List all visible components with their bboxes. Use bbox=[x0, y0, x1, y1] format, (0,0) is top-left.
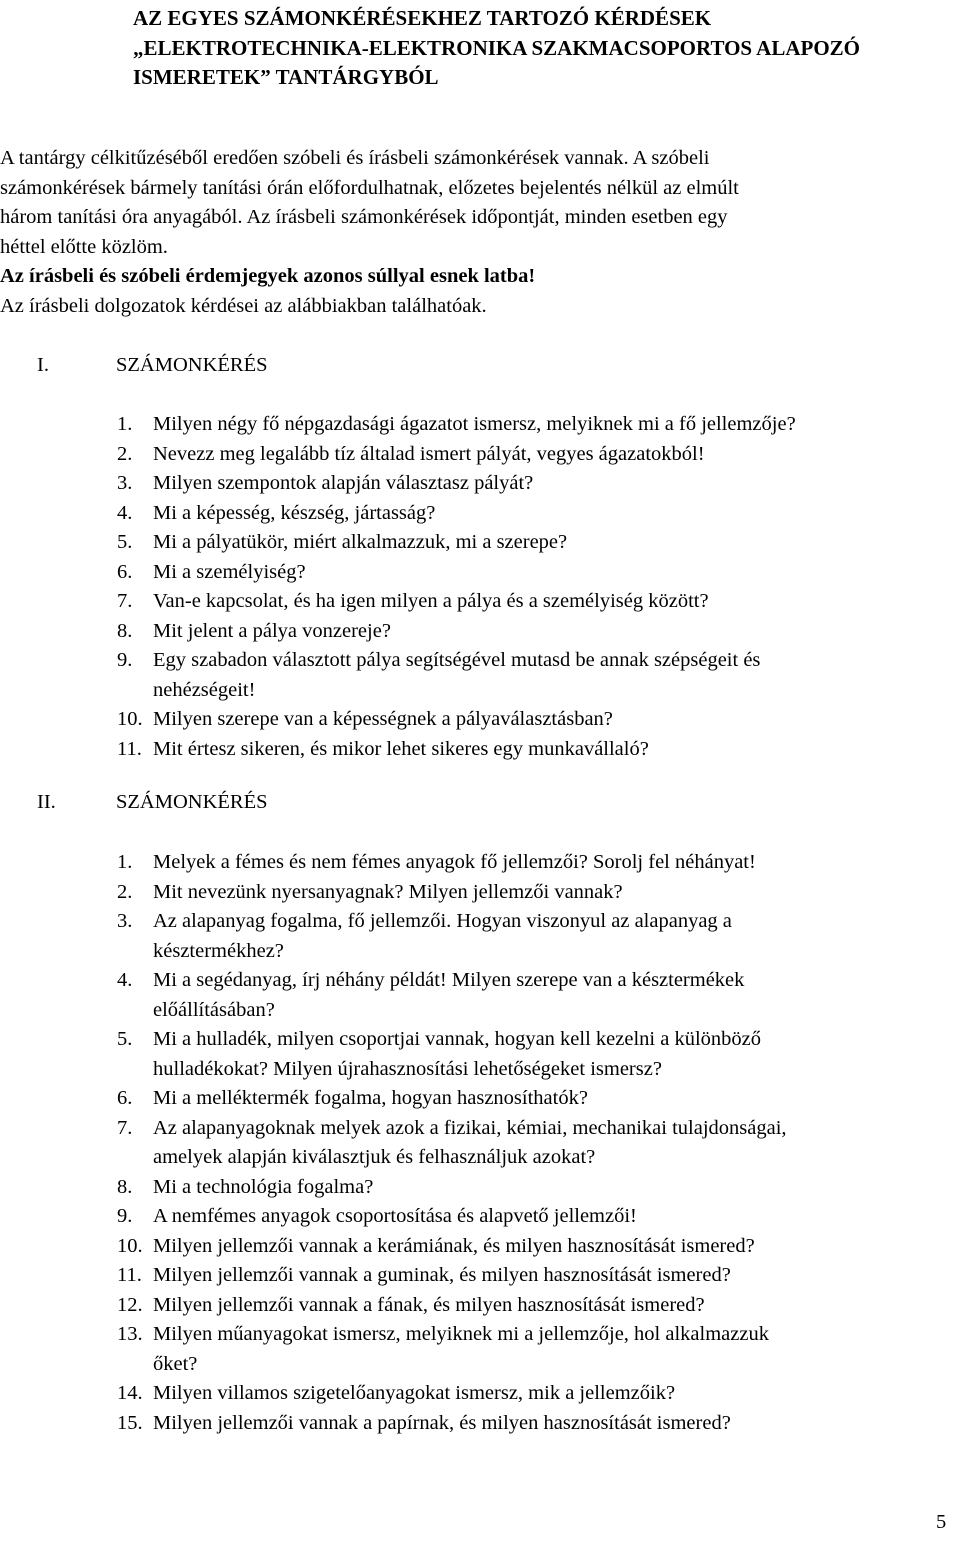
question-number: 5. bbox=[117, 1028, 133, 1050]
question-text: Az alapanyag fogalma, fő jellemzői. Hogyan viszonyul az alapanyag a bbox=[153, 910, 732, 932]
question-text: Mit nevezünk nyersanyagnak? Milyen jellemzői vannak? bbox=[153, 880, 623, 903]
question-text: előállításában? bbox=[153, 998, 275, 1021]
question-text: Mi a hulladék, milyen csoportjai vannak, hogyan kell kezelni a különböző bbox=[153, 1028, 762, 1050]
section-2-question-list bbox=[117, 848, 952, 1438]
document-title bbox=[133, 4, 923, 93]
question-text: Milyen villamos szigetelőanyagokat ismersz, mik a jellemzőik? bbox=[153, 1382, 676, 1404]
intro-line: három tanítási óra anyagából. Az írásbeli számonkérések időpontját, minden esetben egy bbox=[0, 206, 728, 228]
intro-line: Az írásbeli dolgozatok kérdései az alábbiakban találhatóak. bbox=[0, 294, 487, 317]
question-item bbox=[117, 410, 952, 440]
question-text: Mi a pályatükör, miért alkalmazzuk, mi a szerepe? bbox=[153, 531, 568, 553]
question-text: őket? bbox=[153, 1352, 198, 1375]
question-text: késztermékhez? bbox=[153, 939, 284, 962]
question-number: 5. bbox=[117, 531, 133, 553]
question-number: 1. bbox=[117, 413, 133, 435]
question-text: Milyen műanyagokat ismersz, melyiknek mi a jellemzője, hol alkalmazzuk bbox=[153, 1323, 769, 1345]
question-text: hulladékokat? Milyen újrahasznosítási lehetőségeket ismersz? bbox=[153, 1057, 662, 1080]
question-number: 3. bbox=[117, 472, 133, 494]
question-item bbox=[117, 1114, 952, 1173]
question-number: 2. bbox=[117, 442, 133, 465]
title-line-2: „ELEKTROTECHNIKA-ELEKTRONIKA SZAKMACSOPORTOS ALAPOZÓ bbox=[133, 35, 861, 60]
question-item bbox=[117, 587, 952, 617]
question-item bbox=[117, 1261, 952, 1291]
question-item bbox=[117, 499, 952, 529]
question-item bbox=[117, 878, 952, 908]
question-item bbox=[117, 848, 952, 878]
question-number: 10. bbox=[117, 1234, 143, 1257]
title-line-3: ISMERETEK” TANTÁRGYBÓL bbox=[133, 65, 439, 89]
question-number: 15. bbox=[117, 1411, 143, 1434]
question-text: Egy szabadon választott pálya segítségével mutasd be annak szépségeit és bbox=[153, 649, 761, 671]
question-item bbox=[117, 469, 952, 499]
question-number: 13. bbox=[117, 1323, 143, 1345]
page-number: 5 bbox=[936, 1511, 947, 1533]
question-item bbox=[117, 1291, 952, 1321]
question-number: 7. bbox=[117, 1116, 133, 1139]
question-number: 8. bbox=[117, 1175, 133, 1198]
question-number: 9. bbox=[117, 649, 133, 671]
section-1-number: I. bbox=[37, 354, 49, 376]
question-text: Van-e kapcsolat, és ha igen milyen a pálya és a személyiség között? bbox=[153, 590, 709, 612]
intro-line: számonkérések bármely tanítási órán előfordulhatnak, előzetes bejelentés nélkül az elmúlt bbox=[0, 176, 739, 199]
question-text: A nemfémes anyagok csoportosítása és alapvető jellemzői! bbox=[153, 1205, 637, 1227]
question-item bbox=[117, 440, 952, 470]
title-line-1: AZ EGYES SZÁMONKÉRÉSEKHEZ TARTOZÓ KÉRDÉSEK bbox=[133, 6, 712, 30]
intro-paragraph bbox=[0, 144, 950, 321]
question-number: 4. bbox=[117, 969, 133, 991]
question-item bbox=[117, 966, 952, 1025]
question-text: Mit jelent a pálya vonzereje? bbox=[153, 619, 391, 642]
question-text: amelyek alapján kiválasztjuk és felhasználjuk azokat? bbox=[153, 1146, 596, 1168]
question-text: Mi a képesség, készség, jártasság? bbox=[153, 501, 436, 524]
question-item bbox=[117, 1320, 952, 1379]
question-item bbox=[117, 1202, 952, 1232]
question-number: 6. bbox=[117, 1087, 133, 1109]
question-item bbox=[117, 1379, 952, 1409]
question-number: 6. bbox=[117, 560, 133, 583]
question-number: 11. bbox=[117, 737, 142, 760]
intro-line: héttel előtte közlöm. bbox=[0, 235, 168, 258]
intro-line: A tantárgy célkitűzéséből eredően szóbeli és írásbeli számonkérések vannak. A szóbeli bbox=[0, 147, 710, 169]
question-item bbox=[117, 735, 952, 765]
question-number: 3. bbox=[117, 910, 133, 932]
question-number: 7. bbox=[117, 590, 133, 612]
question-text: Mi a személyiség? bbox=[153, 560, 306, 583]
question-item bbox=[117, 558, 952, 588]
question-number: 8. bbox=[117, 619, 133, 642]
question-item bbox=[117, 907, 952, 966]
question-item bbox=[117, 646, 952, 705]
question-text: Milyen jellemzői vannak a fának, és milyen hasznosítását ismered? bbox=[153, 1293, 705, 1316]
section-2-title: SZÁMONKÉRÉS bbox=[116, 791, 268, 813]
section-2-number: II. bbox=[37, 791, 56, 813]
question-text: Milyen jellemzői vannak a kerámiának, és milyen hasznosítását ismered? bbox=[153, 1234, 755, 1257]
question-text: Milyen négy fő népgazdasági ágazatot ismersz, melyiknek mi a fő jellemzője? bbox=[153, 413, 796, 435]
question-number: 12. bbox=[117, 1293, 143, 1316]
question-item bbox=[117, 1409, 952, 1439]
question-item bbox=[117, 528, 952, 558]
question-number: 11. bbox=[117, 1264, 142, 1286]
question-item bbox=[117, 1025, 952, 1084]
question-text: Milyen jellemzői vannak a guminak, és milyen hasznosítását ismered? bbox=[153, 1264, 731, 1286]
question-number: 1. bbox=[117, 851, 133, 873]
question-text: Melyek a fémes és nem fémes anyagok fő jellemzői? Sorolj fel néhányat! bbox=[153, 851, 756, 873]
question-text: Mit értesz sikeren, és mikor lehet sikeres egy munkavállaló? bbox=[153, 737, 649, 760]
question-text: Az alapanyagoknak melyek azok a fizikai, kémiai, mechanikai tulajdonságai, bbox=[153, 1116, 787, 1139]
question-text: Milyen jellemzői vannak a papírnak, és milyen hasznosítását ismered? bbox=[153, 1411, 731, 1434]
question-number: 2. bbox=[117, 880, 133, 903]
intro-bold-line: Az írásbeli és szóbeli érdemjegyek azonos súllyal esnek latba! bbox=[0, 265, 536, 287]
question-text: Mi a technológia fogalma? bbox=[153, 1175, 374, 1198]
section-1-question-list bbox=[117, 410, 952, 764]
section-2-heading bbox=[37, 788, 268, 817]
question-text: Mi a segédanyag, írj néhány példát! Milyen szerepe van a késztermékek bbox=[153, 969, 745, 991]
section-1-heading bbox=[37, 351, 268, 380]
question-item bbox=[117, 1173, 952, 1203]
question-number: 10. bbox=[117, 708, 143, 730]
question-text: Nevezz meg legalább tíz általad ismert pályát, vegyes ágazatokból! bbox=[153, 442, 705, 465]
question-item bbox=[117, 617, 952, 647]
question-number: 4. bbox=[117, 501, 133, 524]
question-item bbox=[117, 705, 952, 735]
question-number: 9. bbox=[117, 1205, 133, 1227]
question-text: nehézségeit! bbox=[153, 678, 256, 701]
question-text: Milyen szerepe van a képességnek a pályaválasztásban? bbox=[153, 708, 613, 730]
question-item bbox=[117, 1232, 952, 1262]
question-number: 14. bbox=[117, 1382, 143, 1404]
question-item bbox=[117, 1084, 952, 1114]
question-text: Mi a melléktermék fogalma, hogyan hasznosíthatók? bbox=[153, 1087, 588, 1109]
section-1-title: SZÁMONKÉRÉS bbox=[116, 354, 268, 376]
question-text: Milyen szempontok alapján választasz pályát? bbox=[153, 472, 534, 494]
